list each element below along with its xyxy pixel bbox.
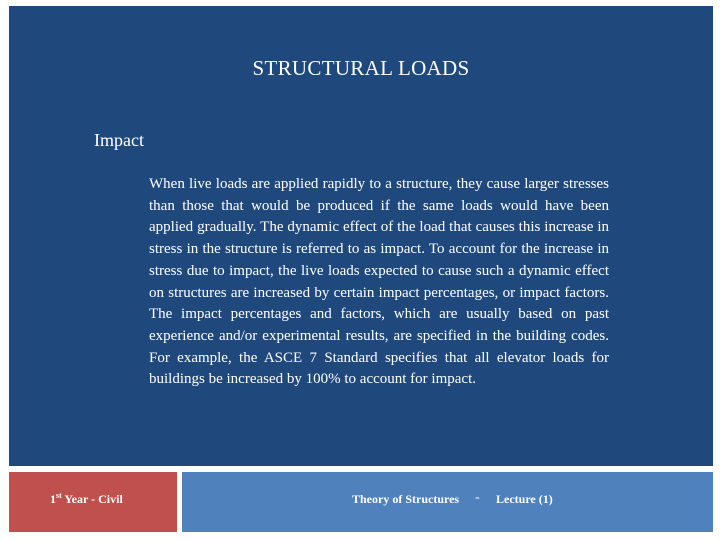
footer-year-label bbox=[50, 492, 123, 507]
year-number: 1 bbox=[50, 492, 56, 506]
footer-separator: - bbox=[475, 490, 480, 505]
footer-course-label: Theory of Structures bbox=[352, 492, 460, 506]
footer-lecture-label: Lecture (1) bbox=[496, 492, 553, 506]
year-suffix: st bbox=[56, 491, 62, 500]
slide-title: STRUCTURAL LOADS bbox=[252, 56, 470, 80]
section-heading: Impact bbox=[94, 130, 144, 150]
year-rest: Year - Civil bbox=[61, 492, 123, 506]
body-paragraph: When live loads are applied rapidly to a structure, they cause larger stresses than those that would be produced if the same loads would have been applied gradually. The dynamic effect of the load that causes this increase in stress in the structure is referred to as impact. To account for the increase in stress due to impact, the live loads expected to cause such a dynamic effect on structures are increased by certain impact percentages, or impact factors. The impact percentages and factors, which are usually based on past experience and/or experimental results, are specified in the building codes. For example, the ASCE 7 Standard specifies that all elevator loads for buildings be increased by 100% to account for impact. bbox=[149, 176, 609, 388]
